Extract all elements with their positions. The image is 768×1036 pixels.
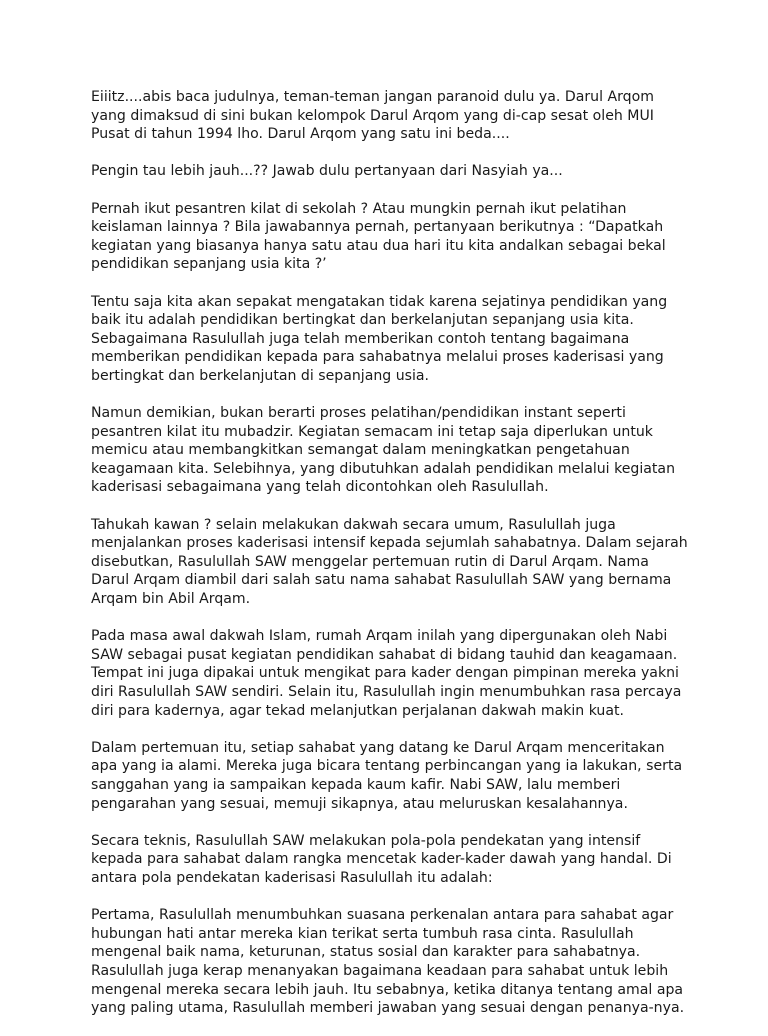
paragraph [91,516,691,609]
text-line: antara pola pendekatan kaderisasi Rasulullah itu adalah: [91,869,493,886]
text-line: pengarahan yang sesuai, memuji sikapnya, atau meluruskan kesalahannya. [91,795,628,812]
text-line: Secara teknis, Rasulullah SAW melakukan pola-pola pendekatan yang intensif [91,832,641,849]
document-body [91,88,691,1036]
text-line: disebutkan, Rasulullah SAW menggelar pertemuan rutin di Darul Arqam. Nama [91,553,649,570]
text-line: yang paling utama, Rasulullah memberi jawaban yang sesuai dengan penanya-nya. [91,1000,685,1017]
text-line: Eiiitz....abis baca judulnya, teman-teman jangan paranoid dulu ya. Darul Arqom [91,89,654,105]
paragraph [91,88,691,144]
text-line: Pada masa awal dakwah Islam, rumah Arqam inilah yang dipergunakan oleh Nabi [91,628,668,645]
text-line: Tahukah kawan ? selain melakukan dakwah secara umum, Rasulullah juga [91,516,616,533]
paragraph [91,404,691,497]
text-line: menjalankan proses kaderisasi intensif kepada sejumlah sahabatnya. Dalam sejarah [91,535,688,552]
text-line: memicu atau membangkitkan semangat dalam meningkatkan pengetahuan [91,442,630,459]
text-line: pendidikan sepanjang usia kita ?’ [91,256,327,273]
text-line: Dalam pertemuan itu, setiap sahabat yang datang ke Darul Arqam menceritakan [91,739,665,756]
paragraph [91,162,691,181]
text-line: yang dimaksud di sini bukan kelompok Darul Arqom yang di-cap sesat oleh MUI [91,107,654,124]
paragraph [91,906,691,1018]
text-line: Pusat di tahun 1994 lho. Darul Arqom yang satu ini beda.... [91,126,510,143]
paragraph [91,832,691,888]
text-line: kepada para sahabat dalam rangka mencetak kader-kader dawah yang handal. Di [91,851,672,868]
text-line: Darul Arqam diambil dari salah satu nama sahabat Rasulullah SAW yang bernama [91,572,672,589]
text-line: kaderisasi sebagaimana yang telah dicontohkan oleh Rasulullah. [91,479,549,496]
text-line: Pengin tau lebih jauh...?? Jawab dulu pertanyaan dari Nasyiah ya... [91,163,563,180]
paragraph [91,200,691,274]
text-line: sanggahan yang ia sampaikan kepada kaum kafir. Nabi SAW, lalu memberi [91,776,621,793]
text-line: bertingkat dan berkelanjutan di sepanjang usia. [91,367,430,384]
paragraph [91,627,691,720]
paragraph [91,739,691,813]
text-line: kegiatan yang biasanya hanya satu atau dua hari itu kita andalkan sebagai bekal [91,237,666,254]
text-line: diri para kadernya, agar tekad melanjutkan perjalanan dakwah makin kuat. [91,702,624,719]
text-line: Namun demikian, bukan berarti proses pelatihan/pendidikan instant seperti [91,405,626,422]
text-line: diri Rasulullah SAW sendiri. Selain itu, Rasulullah ingin menumbuhkan rasa percaya [91,684,682,700]
text-line: Pernah ikut pesantren kilat di sekolah ? Atau mungkin pernah ikut pelatihan [91,200,627,217]
paragraph [91,293,691,386]
text-line: apa yang ia alami. Mereka juga bicara tentang perbincangan yang ia lakukan, serta [91,758,683,775]
text-line: Tempat ini juga dipakai untuk mengikat para kader dengan pimpinan mereka yakni [91,665,679,682]
text-line: mengenal mereka secara lebih jauh. Itu sebabnya, ketika ditanya tentang amal apa [91,981,684,998]
text-line: Arqam bin Abil Arqam. [91,591,251,608]
text-line: keislaman lainnya ? Bila jawabannya pernah, pertanyaan berikutnya : “Dapatkah [91,219,664,236]
text-line: Pertama, Rasulullah menumbuhkan suasana perkenalan antara para sahabat agar [91,907,674,924]
text-line: Tentu saja kita akan sepakat mengatakan tidak karena sejatinya pendidikan yang [91,293,668,310]
text-line: SAW sebagai pusat kegiatan pendidikan sahabat di bidang tauhid dan keagamaan. [91,646,678,663]
text-line: keagamaan kita. Selebihnya, yang dibutuhkan adalah pendidikan melalui kegiatan [91,460,676,477]
text-line: mengenal baik nama, keturunan, status sosial dan karakter para sahabatnya. [91,944,641,961]
text-line: baik itu adalah pendidikan bertingkat dan berkelanjutan sepanjang usia kita. [91,312,634,329]
text-line: pesantren kilat itu mubadzir. Kegiatan semacam ini tetap saja diperlukan untuk [91,423,653,440]
text-line: Rasulullah juga kerap menanyakan bagaimana keadaan para sahabat untuk lebih [91,962,669,979]
text-line: hubungan hati antar mereka kian terikat serta tumbuh rasa cinta. Rasulullah [91,925,634,942]
text-line: memberikan pendidikan kepada para sahabatnya melalui proses kaderisasi yang [91,349,664,366]
text-line: Sebagaimana Rasulullah juga telah memberikan contoh tentang bagaimana [91,330,630,347]
